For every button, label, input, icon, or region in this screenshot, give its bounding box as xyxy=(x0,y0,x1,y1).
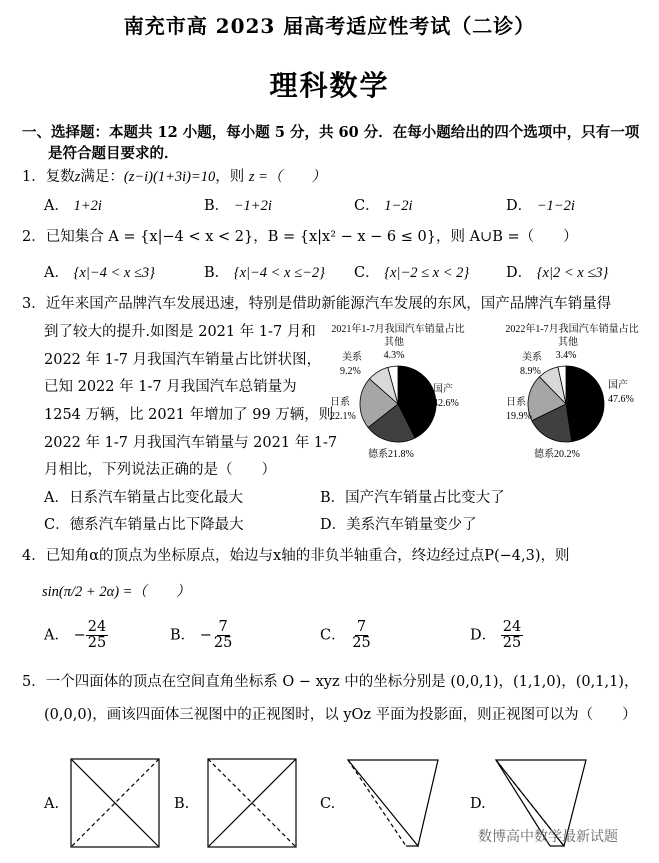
q5-figure-c xyxy=(346,758,442,850)
q3-option-a: A．日系汽车销量占比变化最大 xyxy=(44,490,243,506)
q5-figure-a xyxy=(70,758,162,850)
section-heading-line1: 一、选择题：本题共 12 小题，每小题 5 分，共 60 分．在每小题给出的四个选项中，只有一项 xyxy=(22,124,640,141)
label-de: 德系20.2% xyxy=(534,449,580,460)
q3-option-c: C．德系汽车销量占比下降最大 xyxy=(44,517,244,533)
pie-charts xyxy=(318,318,653,470)
label-other-name: 其他 xyxy=(384,337,404,348)
question-1: 1．复数z满足：(z−i)(1+3i)=10，则 z =（ ） xyxy=(22,169,326,185)
label-us-value: 8.9% xyxy=(520,366,541,377)
label-de: 德系21.8% xyxy=(368,449,414,460)
label-other-name: 其他 xyxy=(558,337,578,348)
q3-option-b: B．国产汽车销量占比变大了 xyxy=(320,490,505,506)
q1-option-b: B． −1+2i xyxy=(204,198,272,214)
q3-option-d: D．美系汽车销量变少了 xyxy=(320,517,477,533)
q2-option-a: A． {x|−4 < x ≤3} xyxy=(44,265,155,281)
label-jp-value: 22.1% xyxy=(330,411,356,422)
q3-text-line: 2022 年 1-7 月我国汽车销量与 2021 年 1-7 xyxy=(44,435,338,451)
q5-line2: (0,0,0)，画该四面体三视图中的正视图时，以 yOz 平面为投影面，则正视图可以为（ ） xyxy=(44,707,637,723)
label-jp-name: 日系 xyxy=(506,397,526,408)
exam-title: 南充市高 2023 届高考适应性考试（二诊） xyxy=(123,14,536,38)
q5-option-c-label: C. xyxy=(320,796,336,812)
section-heading-line2: 是符合题目要求的． xyxy=(48,145,179,162)
q1-option-c: C． 1−2i xyxy=(354,198,413,214)
q4-option-d: D． $\frac{24}{25}$ xyxy=(470,619,522,652)
q3-text-line: 2022 年 1-7 月我国汽车销量占比饼状图， xyxy=(44,352,322,368)
q4-option-a: A． − $\frac{24}{25}$ xyxy=(44,619,107,652)
q3-text-line: 1254 万辆，比 2021 年增加了 99 万辆，则 xyxy=(44,407,334,423)
pie-title-2021: 2021年1-7月我国汽车销量占比 xyxy=(331,324,465,335)
label-domestic-value: 42.6% xyxy=(433,398,459,409)
question-3: 3．近年来国产品牌汽车发展迅速，特别是借助新能源汽车发展的东风，国产品牌汽车销量得 xyxy=(22,296,612,312)
label-jp-name: 日系 xyxy=(330,397,350,408)
label-us-name: 美系 xyxy=(522,352,542,363)
q2-option-c: C． {x|−2 ≤ x < 2} xyxy=(354,265,470,281)
question-5: 5．一个四面体的顶点在空间直角坐标系 O − xyz 中的坐标分别是 (0,0,1)，(1,1,0)，(0,1,1)， xyxy=(22,674,639,690)
pie-slice-国产 xyxy=(566,366,604,442)
label-domestic-name: 国产 xyxy=(433,384,453,395)
q4-option-c: C． $\frac{7}{25}$ xyxy=(320,619,371,652)
question-2: 2．已知集合 A = {x|−4 < x < 2}，B = {x|x² − x − 6 ≤ 0}，则 A∪B =（ ） xyxy=(22,229,578,245)
label-us-value: 9.2% xyxy=(340,366,361,377)
label-domestic-name: 国产 xyxy=(608,380,628,391)
q3-text-line: 已知 2022 年 1-7 月我国汽车总销量为 xyxy=(44,379,297,395)
watermark: 数博高中数学最新试题 xyxy=(478,829,618,845)
label-domestic-value: 47.6% xyxy=(608,394,634,405)
q3-text-line: 月相比，下列说法正确的是（ ） xyxy=(44,462,276,478)
q5-option-b-label: B. xyxy=(174,796,190,812)
q5-option-a-label: A. xyxy=(44,796,60,812)
pie-chart-2021 xyxy=(360,366,436,442)
q5-option-d-label: D. xyxy=(470,796,486,812)
q3-text-line: 到了较大的提升.如图是 2021 年 1-7 月和 xyxy=(44,324,316,340)
q4-expression: sin(π/2 + 2α) =（ ） xyxy=(42,584,191,600)
q1-option-a: A． 1+2i xyxy=(44,198,102,214)
q4-option-b: B． − $\frac{7}{25}$ xyxy=(170,619,233,652)
q1-option-d: D． −1−2i xyxy=(506,198,575,214)
question-number: 1． xyxy=(22,169,46,185)
label-other-value: 3.4% xyxy=(555,350,577,361)
q5-figure-b xyxy=(207,758,299,850)
label-jp-value: 19.9% xyxy=(506,411,532,422)
pie-chart-2022 xyxy=(528,366,604,442)
q2-option-d: D． {x|2 < x ≤3} xyxy=(506,265,609,281)
q2-option-b: B． {x|−4 < x ≤−2} xyxy=(204,265,325,281)
label-us-name: 美系 xyxy=(342,352,362,363)
question-4: 4．已知角α的顶点为坐标原点，始边与x轴的非负半轴重合，终边经过点P(−4,3)，则 xyxy=(22,548,570,564)
label-other-value: 4.3% xyxy=(383,350,405,361)
subject-title: 理科数学 xyxy=(269,69,390,102)
pie-title-2022: 2022年1-7月我国汽车销量占比 xyxy=(505,324,639,335)
